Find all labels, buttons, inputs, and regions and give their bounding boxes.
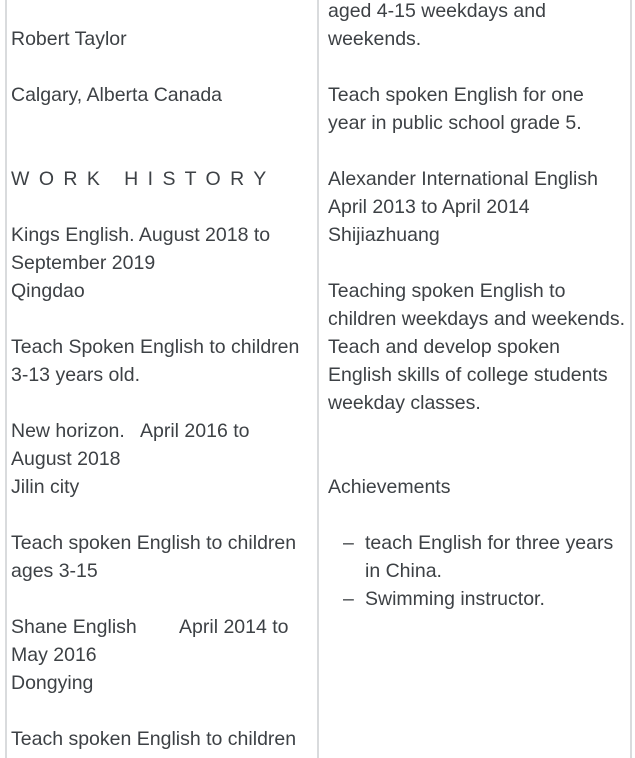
blank-line xyxy=(11,53,311,81)
blank-line xyxy=(11,697,311,725)
text-line: Shane English April 2014 to xyxy=(11,616,289,638)
text-line: Teach Spoken English to children xyxy=(11,336,300,358)
blank-line xyxy=(328,249,626,277)
text-line: in China. xyxy=(365,560,442,582)
blank-line xyxy=(11,137,311,165)
text-line: weekends. xyxy=(328,28,422,50)
text-line: 3-13 years old. xyxy=(11,364,140,386)
blank-line xyxy=(11,585,311,613)
blank-line xyxy=(328,725,626,753)
blank-line xyxy=(11,0,311,25)
text-line: April 2013 to April 2014 xyxy=(328,196,530,218)
text-line: May 2016 xyxy=(11,644,97,666)
text-line: Teach spoken English to children xyxy=(11,728,297,750)
text-line: year in public school grade 5. xyxy=(328,112,582,134)
text-line: Alexander International English xyxy=(328,168,598,190)
blank-line xyxy=(11,501,311,529)
text-line: September 2019 xyxy=(11,252,156,274)
bullet-text: Swimming instructor. xyxy=(365,588,545,610)
text-line: weekday classes. xyxy=(328,392,481,414)
text-line: Teach spoken English to children xyxy=(11,532,297,554)
text-line: W O R K H I S T O R Y xyxy=(11,168,269,190)
blank-line xyxy=(328,613,626,641)
text-line: Teaching spoken English to xyxy=(328,280,566,302)
blank-line xyxy=(328,501,626,529)
blank-line xyxy=(11,389,311,417)
blank-line xyxy=(328,669,626,697)
text-line: Kings English. August 2018 to xyxy=(11,224,271,246)
text-line: English skills of college students xyxy=(328,364,608,386)
text-line: aged 4-15 weekdays and xyxy=(328,0,546,22)
text-line: Jilin city xyxy=(11,476,80,498)
blank-line xyxy=(328,137,626,165)
text-line: Shijiazhuang xyxy=(328,224,440,246)
blank-line xyxy=(11,109,311,137)
text-line: Teach and develop spoken xyxy=(328,336,561,358)
blank-line xyxy=(328,641,626,669)
blank-line xyxy=(328,445,626,473)
blank-line xyxy=(328,417,626,445)
resume-right-column xyxy=(328,0,626,753)
table-cell-border-middle xyxy=(317,0,319,758)
table-cell-border-right xyxy=(630,0,632,758)
blank-line xyxy=(11,193,311,221)
text-line: Qingdao xyxy=(11,280,85,302)
text-line: August 2018 xyxy=(11,448,121,470)
blank-line xyxy=(328,53,626,81)
text-line xyxy=(328,585,626,613)
blank-line xyxy=(11,305,311,333)
text-line: Dongying xyxy=(11,672,94,694)
text-line: Achievements xyxy=(328,476,451,498)
bullet-dash-icon: – xyxy=(343,532,354,554)
text-line: children weekdays and weekends. xyxy=(328,308,626,330)
text-line: Calgary, Alberta Canada xyxy=(11,84,223,106)
text-line: Teach spoken English for one xyxy=(328,84,584,106)
text-line: ages 3-15 xyxy=(11,560,98,582)
bullet-dash-icon: – xyxy=(343,588,354,610)
table-cell-border-left xyxy=(5,0,7,758)
bullet-text: teach English for three years xyxy=(365,532,614,554)
text-line: New horizon. April 2016 to xyxy=(11,420,250,442)
blank-line xyxy=(328,697,626,725)
text-line: Robert Taylor xyxy=(11,28,127,50)
resume-left-column xyxy=(11,0,311,753)
text-line xyxy=(328,529,626,557)
